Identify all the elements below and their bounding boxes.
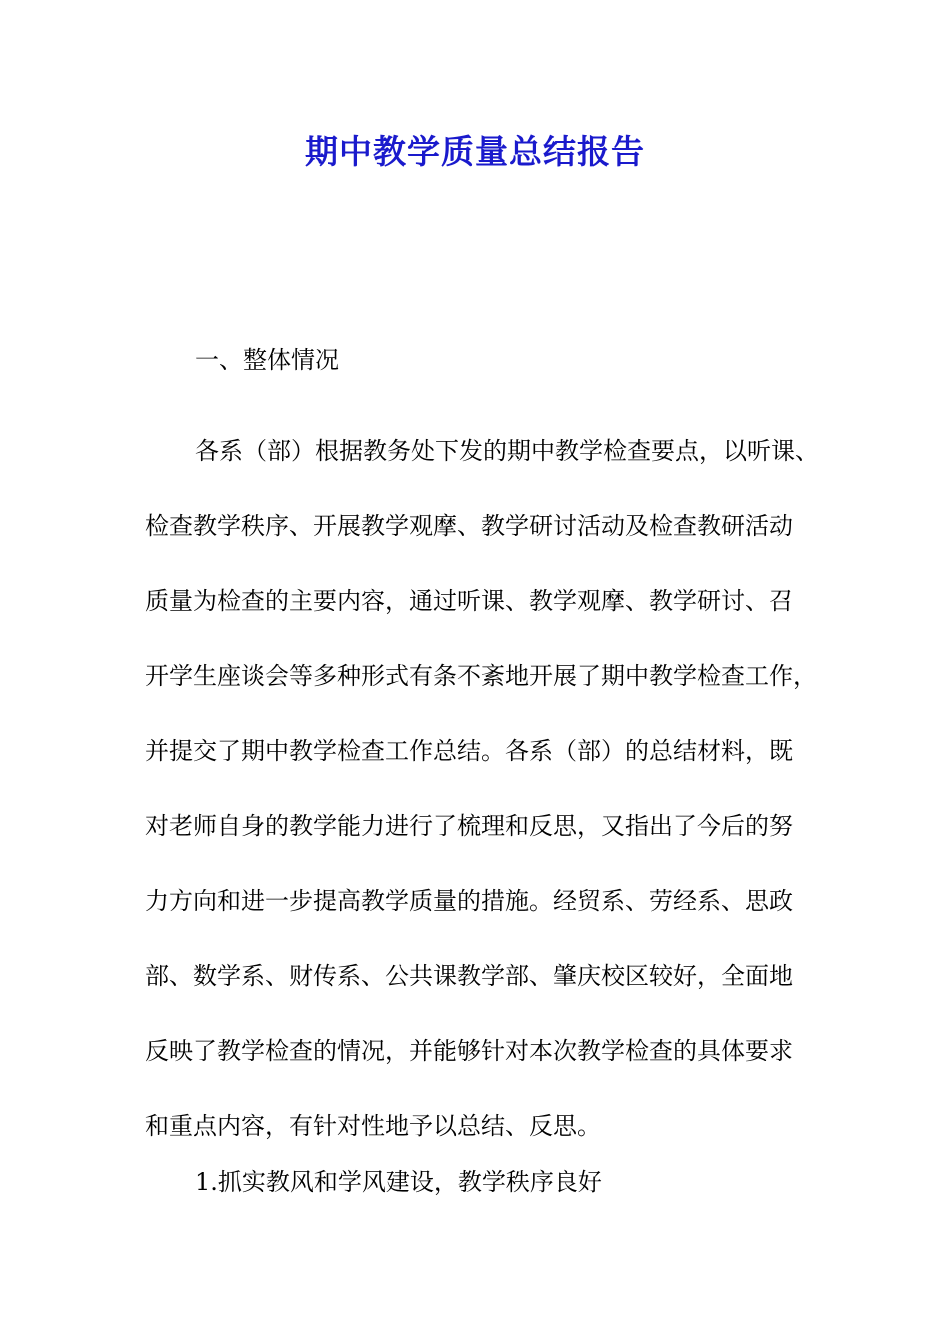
paragraph-line: 各系（部）根据教务处下发的期中教学检查要点，以听课、 — [195, 437, 819, 465]
body-paragraph — [145, 414, 819, 1164]
document-title: 期中教学质量总结报告 — [305, 132, 645, 171]
paragraph-line: 质量为检查的主要内容，通过听课、教学观摩、教学研讨、召 — [145, 587, 793, 615]
paragraph-line: 部、数学系、财传系、公共课教学部、肇庆校区较好，全面地 — [145, 962, 793, 990]
paragraph-line: 力方向和进一步提高教学质量的措施。经贸系、劳经系、思政 — [145, 887, 793, 915]
subsection-heading: 1.抓实教风和学风建设，教学秩序良好 — [195, 1168, 602, 1196]
paragraph-line: 并提交了期中教学检查工作总结。各系（部）的总结材料，既 — [145, 737, 793, 765]
paragraph-line: 检查教学秩序、开展教学观摩、教学研讨活动及检查教研活动 — [145, 512, 793, 540]
paragraph-line: 对老师自身的教学能力进行了梳理和反思，又指出了今后的努 — [145, 812, 793, 840]
section-heading: 一、整体情况 — [195, 346, 339, 374]
paragraph-line: 开学生座谈会等多种形式有条不紊地开展了期中教学检查工作， — [145, 662, 817, 690]
paragraph-line: 和重点内容，有针对性地予以总结、反思。 — [145, 1112, 601, 1140]
paragraph-line: 反映了教学检查的情况，并能够针对本次教学检查的具体要求 — [145, 1037, 793, 1065]
